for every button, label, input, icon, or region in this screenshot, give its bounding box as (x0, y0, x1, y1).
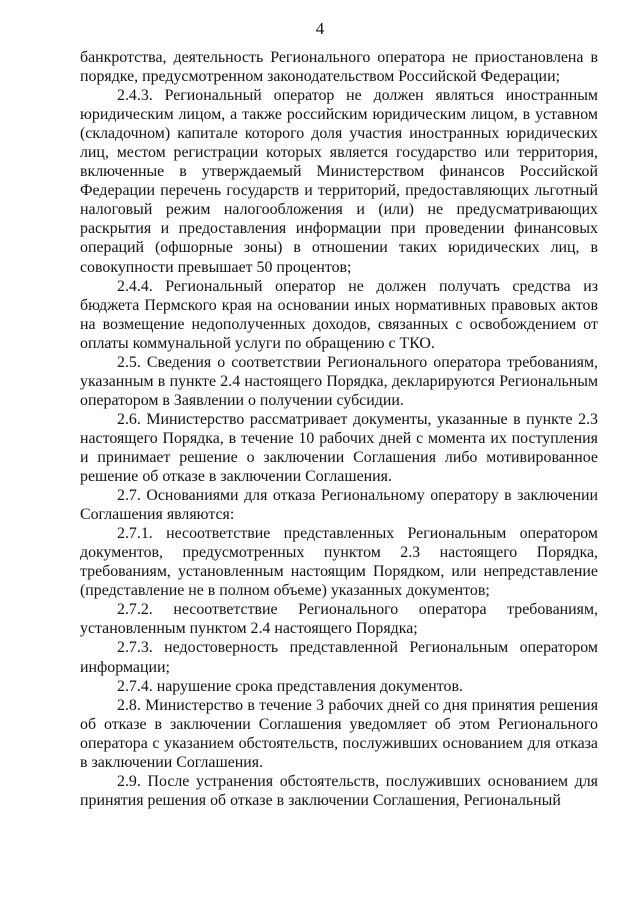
paragraph-2-4-4: 2.4.4. Региональный оператор не должен получать средства из бюджета Пермского края на основании иных нормативных правовых актов на возмещение недополученных доходов, связанных с освобождением от оплаты коммунальной услуги по обращению с ТКО. (80, 277, 598, 352)
paragraph-continuation: банкротства, деятельность Регионального оператора не приостановлена в порядке, предусмотренном законодательством Российской Федерации; (80, 49, 598, 86)
paragraph-2-4-3: 2.4.3. Региональный оператор не должен являться иностранным юридическим лицом, а также российским юридическим лицом, в уставном (складочном) капитале которого доля участия иностранных юридических лиц, местом регистрации которых является государство или территория, включенные в утверждаемый Министерством финансов Российской Федерации перечень государств и территорий, предоставляющих льготный налоговый режим налогообложения и (или) не предусматривающих раскрытия и предоставления информации при проведении финансовых операций (офшорные зоны) в отношении таких юридических лиц, в совокупности превышает 50 процентов; (80, 87, 598, 276)
paragraph-2-9: 2.9. После устранения обстоятельств, послуживших основанием для принятия решения об отказе в заключении Соглашения, Региональный (80, 772, 598, 809)
paragraph-2-7-1: 2.7.1. несоответствие представленных Региональным оператором документов, предусмотренных пунктом 2.3 настоящего Порядка, требованиям, установленным настоящим Порядком, или непредставление (представление не в полном объеме) указанных документов; (80, 525, 598, 600)
paragraph-2-7-3: 2.7.3. недостоверность представленной Региональным оператором информации; (80, 639, 598, 676)
paragraph-2-7: 2.7. Основаниями для отказа Региональному оператору в заключении Соглашения являются: (80, 487, 598, 524)
paragraph-2-5: 2.5. Сведения о соответствии Регионального оператора требованиям, указанным в пункте 2.4 настоящего Порядка, декларируются Региональным оператором в Заявлении о получении субсидии. (80, 353, 598, 409)
paragraph-2-6: 2.6. Министерство рассматривает документы, указанные в пункте 2.3 настоящего Порядка, в течение 10 рабочих дней с момента их поступления и принимает решение о заключении Соглашения либо мотивированное решение об отказе в заключении Соглашения. (80, 410, 598, 486)
paragraph-2-7-4: 2.7.4. нарушение срока представления документов. (117, 677, 463, 695)
document-body (80, 48, 598, 810)
paragraph-2-8: 2.8. Министерство в течение 3 рабочих дней со дня принятия решения об отказе в заключении Соглашения уведомляет об этом Регионального оператора с указанием обстоятельств, послуживших основанием для отказа в заключении Соглашения. (80, 696, 598, 771)
paragraph-2-7-2: 2.7.2. несоответствие Регионального оператора требованиям, установленным пунктом 2.4 настоящего Порядка; (80, 601, 598, 638)
page-number: 4 (315, 19, 325, 38)
